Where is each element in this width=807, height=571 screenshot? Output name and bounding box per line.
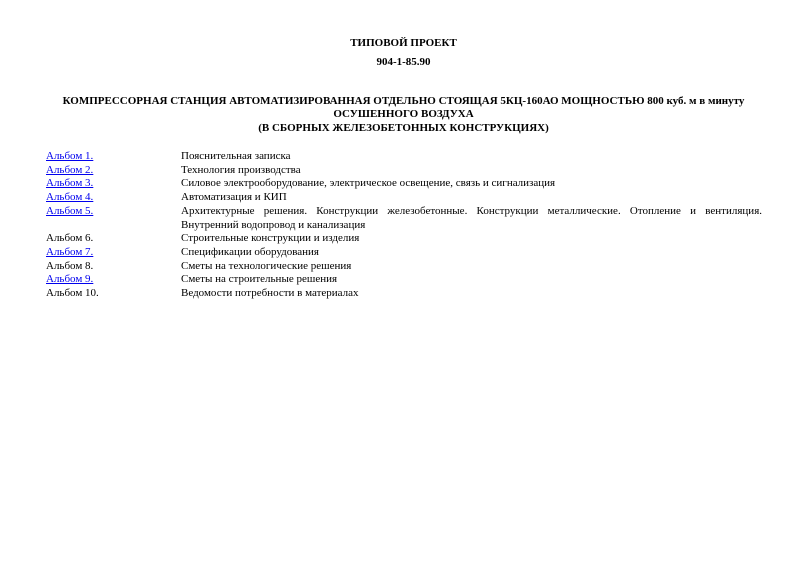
album-row-7 — [46, 246, 762, 260]
album-10-description: Ведомости потребности в материалах — [181, 287, 359, 300]
project-code: 904-1-85.90 — [376, 56, 431, 68]
subject-heading-line-1: КОМПРЕССОРНАЯ СТАНЦИЯ АВТОМАТИЗИРОВАННАЯ ОТДЕЛЬНО СТОЯЩАЯ 5КЦ-160АО МОЩНОСТЬЮ 800 куб. м в минуту — [62, 95, 745, 107]
subject-heading-line-2: ОСУШЕННОГО ВОЗДУХА — [333, 108, 474, 120]
album-4-link[interactable]: Альбом 4. — [46, 191, 94, 204]
album-1-link[interactable]: Альбом 1. — [46, 150, 94, 162]
album-5-link[interactable]: Альбом 5. — [46, 204, 94, 217]
album-row-10 — [46, 287, 762, 301]
album-5-description: Архитектурные решения. Конструкции железобетонные. Конструкции металлические. Отопление и вентиляция. Внутренний водопровод и канализация — [181, 204, 762, 231]
album-row-6 — [46, 232, 762, 246]
album-9-description: Сметы на строительные решения — [181, 273, 338, 286]
document-title: ТИПОВОЙ ПРОЕКТ — [350, 37, 457, 49]
subject-heading-line-3: (В СБОРНЫХ ЖЕЛЕЗОБЕТОННЫХ КОНСТРУКЦИЯХ) — [258, 122, 549, 134]
album-row-8 — [46, 260, 762, 274]
album-6-label: Альбом 6. — [46, 232, 94, 245]
album-1-description: Пояснительная записка — [181, 150, 291, 162]
album-row-9 — [46, 273, 762, 287]
album-row-3 — [46, 177, 762, 191]
album-10-label: Альбом 10. — [46, 287, 99, 300]
album-row-4 — [46, 191, 762, 205]
album-8-label: Альбом 8. — [46, 259, 94, 272]
album-3-description: Силовое электрооборудование, электрическое освещение, связь и сигнализация — [181, 177, 556, 190]
album-row-1 — [46, 150, 762, 164]
album-row-2 — [46, 164, 762, 178]
album-row-5 — [46, 205, 762, 232]
album-4-description: Автоматизация и КИП — [181, 191, 287, 204]
album-7-link[interactable]: Альбом 7. — [46, 245, 94, 258]
album-6-description: Строительные конструкции и изделия — [181, 232, 360, 245]
album-7-description: Спецификации оборудования — [181, 245, 319, 258]
album-2-description: Технология производства — [181, 163, 301, 176]
album-8-description: Сметы на технологические решения — [181, 259, 352, 272]
album-2-link[interactable]: Альбом 2. — [46, 163, 94, 176]
album-9-link[interactable]: Альбом 9. — [46, 273, 94, 286]
album-list — [46, 150, 762, 301]
album-3-link[interactable]: Альбом 3. — [46, 177, 94, 190]
